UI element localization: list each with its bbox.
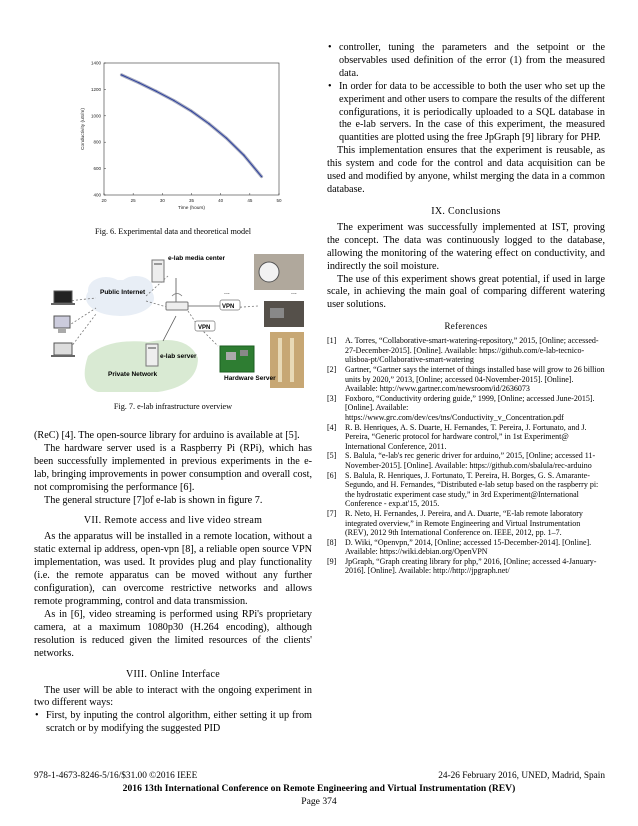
laptop-icon bbox=[51, 343, 75, 357]
reference-item bbox=[327, 557, 605, 576]
reference-text: S. Balula, R. Henriques, J. Fortunato, T. Pereira, H. Borges, G. S. Amarante-Segundo, and H. Fernandes, “Distributed e-lab setup based on the raspberry pi: the hydrostatic experiment case study,” in 3rd Experiment@International Conference - exp.at'15, 2015. bbox=[345, 470, 599, 509]
section-heading-ix: IX. Conclusions bbox=[431, 205, 501, 217]
reference-text: R. Neto, H. Fernandes, J. Pereira, and A. Duarte, “E-lab remote laboratory integrated overview,” in Remote Engineering and Virtual Instrumentation (REV), 2012 9th International Conference on. IEEE, 2012, pp. 1–7. bbox=[345, 508, 583, 538]
left-text-column bbox=[34, 430, 312, 736]
paragraph: (ReC) [4]. The open-source library for arduino is available at [5]. bbox=[34, 430, 300, 441]
reference-item bbox=[327, 451, 605, 470]
list-item-continued: • controller, tuning the parameters and the setpoint or the observables used definition of the error (1) from the measured data. bbox=[327, 42, 605, 81]
label-elab-server: e-lab server bbox=[160, 353, 197, 360]
reference-item bbox=[327, 471, 605, 509]
figure-6-caption: Fig. 6. Experimental data and theoretical model bbox=[95, 227, 251, 236]
section-heading-vii: VII. Remote access and live video stream bbox=[83, 515, 263, 527]
raspberry-pi-icon bbox=[220, 346, 254, 372]
paragraph: The use of this experiment shows great potential, if used in large scale, in achieving the main goal of comparing different watering user solutions. bbox=[327, 273, 605, 311]
reference-item bbox=[327, 365, 605, 394]
reference-item bbox=[327, 538, 605, 557]
paragraph: As in [6], video streaming is performed using RPi's proprietary camera, at a maximum 1080p30 (H.264 encoding), although resolution is reduced given the limited resources of the clients' networks. bbox=[34, 608, 312, 659]
section-heading-viii: VIII. Online Interface bbox=[125, 668, 221, 680]
reference-number: [3] bbox=[327, 393, 337, 403]
experiment-photo-icon bbox=[254, 254, 304, 290]
data-point bbox=[174, 100, 175, 101]
x-tick-label: 40 bbox=[218, 198, 224, 203]
y-axis-label: Conductivity (uS/m) bbox=[81, 108, 86, 150]
references-heading: References bbox=[444, 321, 488, 332]
reference-text: Gartner, “Gartner says the internet of things installed base will grow to 26 billion units by 2020,” 2013, [Online; accessed 04-November-2015]. [Online]. Available: http://www.gartner.com/newsroom/id/2636073 bbox=[345, 365, 605, 394]
reference-number: [2] bbox=[327, 365, 337, 374]
reference-number: [5] bbox=[327, 451, 337, 461]
data-point bbox=[139, 82, 140, 83]
label-media-center: e-lab media center bbox=[168, 255, 226, 262]
data-point bbox=[261, 176, 262, 177]
reference-number: [1] bbox=[327, 336, 337, 346]
reference-text: Foxboro, “Conductivity ordering guide,” 1999, [Online; accessed June-2015]. [Online]. Available: https://www.grc.com/dev/ces/tns/Conductivity_v_Concentration.pdf bbox=[345, 393, 595, 422]
data-point bbox=[226, 138, 227, 139]
reference-number: [7] bbox=[327, 508, 337, 518]
reference-item bbox=[327, 394, 605, 423]
footer-date-place: 24-26 February 2016, UNED, Madrid, Spain bbox=[438, 771, 605, 781]
data-point bbox=[191, 111, 192, 112]
x-tick-label: 30 bbox=[159, 198, 165, 203]
right-text-column bbox=[327, 42, 605, 576]
paragraph: The hardware server used is a Raspberry Pi (RPi), which has been successfully implemented in previous experiments in the e-lab, bringing improvements in power consumption and overall cost, not compromising the performance [6]. bbox=[34, 442, 312, 493]
paragraph: The user will be able to interact with the ongoing experiment in two different ways: bbox=[34, 684, 312, 709]
y-tick-label: 1200 bbox=[90, 86, 101, 92]
data-point bbox=[209, 123, 210, 124]
bullet-list bbox=[34, 710, 312, 736]
bullet-list bbox=[327, 42, 605, 145]
paragraph: The experiment was successfully implemented at IST, proving the concept. The data was continuously logged to the database, allowing the monitoring of the watering effect on conductivity, and indirectly the soil moisture. bbox=[327, 221, 605, 272]
figure-7 bbox=[48, 246, 310, 396]
paragraph: This implementation ensures that the experiment is reusable, as this system and code for the control and data acquisition can be used and modified by anyone, whilst merging the data in a common database. bbox=[327, 145, 605, 195]
reference-text: D. Wiki, “Openvpn,” 2014, [Online; accessed 15-December-2014]. [Online]. Available: https://wiki.debian.org/OpenVPN bbox=[345, 537, 592, 557]
reference-text: A. Torres, “Collaborative-smart-watering-repository,” 2015, [Online; accessed-27-December-2015]. [Online]. Available: https://github.com/e-lab-tecnico-ulisboa-pt/Collaborative-smart-watering bbox=[345, 336, 599, 365]
label-dots: ... bbox=[224, 289, 230, 296]
experiment-photo-icon bbox=[264, 301, 304, 327]
reference-number: [4] bbox=[327, 422, 337, 432]
x-tick-label: 45 bbox=[247, 198, 253, 203]
list-item: • In order for data to be accessible to both the user who set up the experiment and other users to compare the results of the different configurations, it is periodically uploaded to a SQL database in the e-lab servers. In the case of this experiment, the measured quantities are plotted using the free JpGraph [9] library for PHP. bbox=[327, 81, 605, 146]
label-vpn: VPN bbox=[198, 325, 211, 331]
label-dots: ... bbox=[291, 289, 297, 296]
reference-item bbox=[327, 423, 605, 452]
figure-7-diagram bbox=[48, 246, 310, 396]
reference-text: JpGraph, “Graph creating library for php,” 2016, [Online; accessed 4-January-2016]. [Online]. Available: http://http://jpgraph.net/ bbox=[345, 556, 597, 576]
data-point bbox=[121, 74, 122, 75]
reference-text: R. B. Henriques, A. S. Duarte, H. Fernandes, T. Pereira, J. Fortunato, and J. Pereira, “Generic protocol for hardware control,” in 1st Experiment@ International Conference, 2011. bbox=[345, 422, 587, 451]
reference-item bbox=[327, 509, 605, 538]
footer-page-number: Page 374 bbox=[301, 796, 337, 807]
reference-number: [9] bbox=[327, 556, 337, 566]
data-point bbox=[244, 155, 245, 156]
y-tick-label: 600 bbox=[93, 166, 101, 172]
reference-text: S. Balula, “e-lab's rec generic driver for arduino,” 2015, [Online; accessed 11-November-2015]. [Online]. Available: https://github.com/sbalula/rec-arduino bbox=[345, 451, 596, 470]
reference-number: [6] bbox=[327, 470, 337, 480]
server-icon bbox=[146, 344, 158, 366]
paragraph: As the apparatus will be installed in a remote location, without a static external ip address, open-vpn [8], a reliable open source VPN implementation, was used. It provides plug and play functionality (i.e. the remote apparatus can be moved without any further configuration), can overcome restrictive networks and allows remote programming, control and data transmission. bbox=[34, 531, 312, 607]
reference-item bbox=[327, 336, 605, 365]
footer-isbn: 978-1-4673-8246-5/16/$31.00 ©2016 IEEE bbox=[34, 771, 198, 781]
paragraph: The general structure [7]of e-lab is shown in figure 7. bbox=[44, 494, 263, 506]
figure-7-caption: Fig. 7. e-lab infrastructure overview bbox=[113, 402, 233, 411]
references-list bbox=[327, 336, 605, 576]
y-tick-label: 1400 bbox=[90, 60, 101, 66]
figure-6 bbox=[74, 55, 289, 215]
x-tick-label: 35 bbox=[188, 198, 195, 203]
label-public-internet: Public Internet bbox=[100, 289, 146, 296]
y-tick-label: 400 bbox=[93, 192, 101, 198]
y-tick-label: 1000 bbox=[90, 113, 101, 119]
footer-conference: 2016 13th International Conference on Remote Engineering and Virtual Instrumentation (REV) bbox=[122, 783, 516, 794]
cloud-icon bbox=[86, 276, 154, 316]
label-vpn: VPN bbox=[222, 304, 235, 310]
server-icon bbox=[152, 260, 164, 282]
x-tick-label: 25 bbox=[130, 198, 136, 203]
reference-number: [8] bbox=[327, 537, 337, 547]
label-private-network: Private Network bbox=[108, 371, 158, 378]
x-axis-label: Time (hours) bbox=[177, 206, 206, 211]
x-tick-label: 50 bbox=[276, 198, 282, 203]
y-tick-label: 800 bbox=[93, 139, 101, 145]
x-tick-label: 20 bbox=[101, 198, 107, 203]
list-item: • First, by inputing the control algorithm, either setting it up from scratch or by modifying the suggested PID bbox=[34, 710, 312, 736]
label-hardware-server: Hardware Server bbox=[224, 375, 276, 382]
laptop-icon bbox=[51, 291, 75, 305]
data-point bbox=[156, 91, 157, 92]
figure-6-chart bbox=[74, 55, 289, 215]
plot-area bbox=[104, 63, 279, 195]
